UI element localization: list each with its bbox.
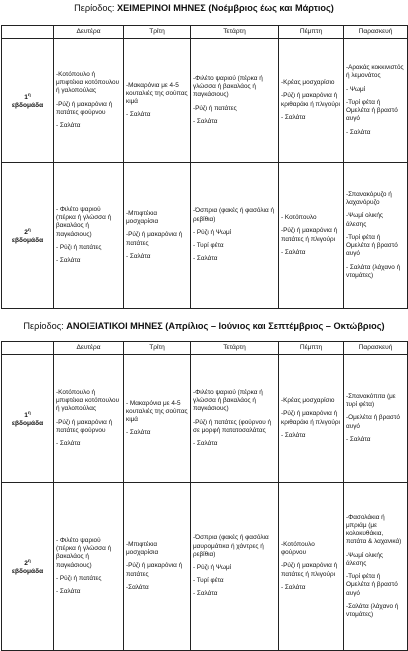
meal-cell — [279, 483, 344, 651]
meal-item: -Σαλάτα — [126, 583, 149, 591]
meal-cell — [191, 39, 279, 163]
day-header: Δευτέρα — [54, 342, 124, 355]
meal-cell — [191, 355, 279, 483]
meal-item: -Τυρί φέτα ή Ομελέτα ή βραστό αυγό — [346, 233, 398, 258]
meal-item: - Σαλάτα — [56, 587, 81, 595]
meal-cell — [344, 355, 408, 483]
meal-item: -Κοτόπουλο φούρνου — [281, 540, 315, 557]
meal-cell — [54, 39, 124, 163]
meal-item: - Σαλάτα — [193, 255, 218, 263]
week-word: εβδομάδα — [11, 237, 44, 245]
meal-cell — [279, 163, 344, 309]
meal-item: - Τυρί φέτα — [193, 577, 224, 585]
meal-cell — [344, 163, 408, 309]
period-title-prefix: Περίοδος: — [74, 3, 118, 13]
meal-item: -Φασολάκια ή μπριάμ (με κολοκυθάκια, πατάτα & λαχανικά) — [346, 513, 402, 546]
day-header: Τρίτη — [124, 26, 191, 39]
meal-item: - Σαλάτα — [126, 252, 151, 260]
period-title-prefix: Περίοδος: — [23, 321, 67, 331]
meal-cell — [124, 483, 191, 651]
meal-item: - Φιλέτο ψαριού (πέρκα ή γλώσσα ή βακαλάος ή παγκάσιους) — [56, 205, 112, 238]
meal-item: -Μπιφτέκια μοσχαρίσια — [126, 540, 159, 557]
meal-item: - Σαλάτα — [193, 439, 218, 447]
meal-item: - Σαλάτα — [281, 248, 306, 256]
meal-item: -Όσπρια (φακές ή φασόλια ή ρεβίθια) — [193, 207, 275, 223]
meal-cell — [191, 163, 279, 309]
meal-item: -Ρύζι ή πατάτες (φούρνου ή σε μορφή πατατοσαλάτας — [193, 418, 272, 434]
meal-item: -Ρύζι ή μακαρόνια ή πατάτες ή πλιγούρι — [281, 227, 338, 243]
meal-item: - Σαλάτα (λάχανο ή ντομάτες) — [346, 263, 401, 279]
meal-item: -Κοτόπουλο ή μπιφτέκια κοτόπουλου ή γαλοπούλας — [56, 70, 120, 95]
meal-item: -Ρύζι ή μακαρόνια ή πατάτες ή πλιγούρι — [281, 562, 338, 578]
meal-item: - Σαλάτα — [56, 256, 81, 264]
day-header: Πέμπτη — [279, 342, 344, 355]
day-header: Τετάρτη — [191, 342, 279, 355]
day-header: Παρασκευή — [344, 342, 408, 355]
meal-cell — [191, 483, 279, 651]
meal-cell — [124, 163, 191, 309]
week-word: εβδομάδα — [11, 568, 44, 576]
meal-item: -Ρύζι ή μακαρόνια ή κριθαράκι ή πλιγούρι — [281, 410, 340, 426]
week-row — [2, 355, 408, 483]
meal-cell — [344, 39, 408, 163]
period-title-spring — [0, 321, 408, 331]
meal-item: - Σαλάτα — [193, 590, 218, 598]
meal-cell — [54, 483, 124, 651]
meal-item: - Σαλάτα — [281, 431, 306, 439]
meal-item: -Φιλέτο ψαριού (πέρκα ή γλώσσα ή βακαλάος ή παγκάσιους) — [193, 74, 263, 99]
period-title-main: ΧΕΙΜΕΡΙΝΟΙ ΜΗΝΕΣ (Νοέμβριος έως και Μάρτιος) — [117, 3, 334, 13]
meal-item: - Σαλάτα — [126, 111, 151, 119]
meal-item: -Κοτόπουλο ή μπιφτέκια κοτόπουλου ή γαλοπούλας — [56, 388, 120, 413]
meal-item: -Όσπρια (φακές ή φασόλια μαυρομάτικα ή χάντρες ή ρεβίθια) — [193, 534, 269, 558]
meal-item: - Κοτόπουλο — [281, 214, 317, 222]
week-label — [2, 355, 54, 483]
day-header: Δευτέρα — [54, 26, 124, 39]
meal-item: - Ρύζι ή Ψωμί — [193, 228, 232, 236]
meal-item: -Ρύζι ή μακαρόνια ή κριθαράκι ή πλιγούρι — [281, 92, 340, 108]
meal-item: -Ρύζι ή μακαρόνια ή πατάτες — [126, 562, 183, 578]
meal-item: - Σαλάτα — [281, 113, 306, 121]
header-corner — [2, 342, 54, 355]
meal-item: - Σαλάτα — [126, 429, 151, 437]
header-corner — [2, 26, 54, 39]
week-number: 2 — [24, 228, 28, 236]
meal-item: - Σαλάτα — [193, 117, 218, 125]
meal-item: -Κρέας μοσχαρίσιο — [281, 79, 335, 87]
meal-item: - Σαλάτα — [56, 121, 81, 129]
day-header: Παρασκευή — [344, 26, 408, 39]
meal-item: -Ρύζι ή πατάτες — [193, 104, 237, 112]
week-word: εβδομάδα — [11, 420, 44, 428]
meal-item: - Ρύζι ή πατάτες — [56, 574, 102, 582]
day-header: Πέμπτη — [279, 26, 344, 39]
week-number: 1 — [24, 411, 28, 419]
meal-item: - Ρύζι ή Ψωμί — [193, 564, 232, 571]
meal-item: - Τυρί φέτα — [193, 242, 224, 250]
meal-item: - Φιλέτο ψαριού (πέρκα ή γλώσσα ή βακαλάος ή παγκάσιους) — [56, 536, 112, 569]
meal-item: - Σαλάτα — [56, 439, 81, 447]
meal-cell — [279, 355, 344, 483]
week-label — [2, 163, 54, 309]
meal-cell — [54, 163, 124, 309]
meal-item: - Ρύζι ή πατάτες — [56, 243, 102, 251]
meal-cell — [124, 355, 191, 483]
week-number-suffix: η — [27, 226, 31, 232]
spring-menu-table — [1, 341, 408, 651]
meal-item: -Ψωμί ολικής άλεσης — [346, 212, 383, 228]
meal-item: -Ρύζι ή μακαρόνια ή πατάτες φούρνου — [56, 100, 113, 116]
meal-item: -Τυρί φέτα ή Ομελέτα ή βραστό αυγό — [346, 98, 398, 123]
week-number: 1 — [24, 93, 28, 101]
meal-cell — [124, 39, 191, 163]
header-row — [2, 342, 408, 355]
meal-item: -Σπανακόπιτα (με τυρί φέτα) — [346, 392, 396, 409]
meal-item: -Τυρί φέτα ή Ομελέτα ή βραστό αυγό — [346, 573, 398, 597]
header-row — [2, 26, 408, 39]
meal-item: - Σαλάτα — [281, 583, 306, 591]
meal-item: - Μακαρόνια με 4-5 κουταλιές της σούπας κιμά — [126, 399, 188, 423]
week-label — [2, 39, 54, 163]
meal-cell — [54, 355, 124, 483]
meal-item: - Σαλάτα — [346, 128, 371, 136]
winter-menu-table — [1, 25, 408, 309]
meal-item: -Ομελέτα ή βραστό αυγό — [346, 414, 400, 430]
period-title-winter — [0, 3, 408, 13]
meal-item: -Σαλάτα (λάχανο ή ντομάτες) — [346, 602, 399, 618]
meal-cell — [279, 39, 344, 163]
week-label — [2, 483, 54, 651]
week-number: 2 — [24, 559, 28, 567]
week-word: εβδομάδα — [11, 102, 44, 110]
week-number-suffix: η — [27, 91, 31, 97]
meal-item: -Μπιφτέκια μοσχαρίσια — [126, 209, 159, 226]
day-header: Τετάρτη — [191, 26, 279, 39]
week-row — [2, 163, 408, 309]
meal-item: -Φιλέτο ψαριού (πέρκα ή γλώσσα ή βακαλάος ή παγκάσιους) — [193, 388, 263, 413]
meal-item: -Αρακάς κοκκινιστός ή λεμονάτος — [346, 64, 404, 80]
meal-item: -Μακαρόνια με 4-5 κουταλιές της σούπας κιμά — [126, 81, 188, 105]
week-row — [2, 483, 408, 651]
period-title-main: ΑΝΟΙΞΙΑΤΙΚΟΙ ΜΗΝΕΣ (Απρίλιος – Ιούνιος και Σεπτέμβριος – Οκτώβριος) — [66, 321, 385, 331]
meal-item: -Ρύζι ή μακαρόνια ή πατάτες φούρνου — [56, 418, 113, 434]
week-number-suffix: η — [27, 557, 31, 563]
meal-item: -Σπανακόρυζο ή λαχανόρυζο — [346, 191, 392, 207]
week-row — [2, 39, 408, 163]
meal-item: -Κρέας μοσχαρίσιο — [281, 397, 335, 405]
meal-item: -Ρύζι ή μακαρόνια ή πατάτες — [126, 231, 183, 247]
meal-item: -Ψωμί ολικής άλεσης — [346, 551, 383, 567]
meal-cell — [344, 483, 408, 651]
week-number-suffix: η — [27, 409, 31, 415]
day-header: Τρίτη — [124, 342, 191, 355]
meal-item: - Ψωμί — [346, 85, 366, 93]
meal-item: - Σαλάτα — [346, 435, 371, 443]
